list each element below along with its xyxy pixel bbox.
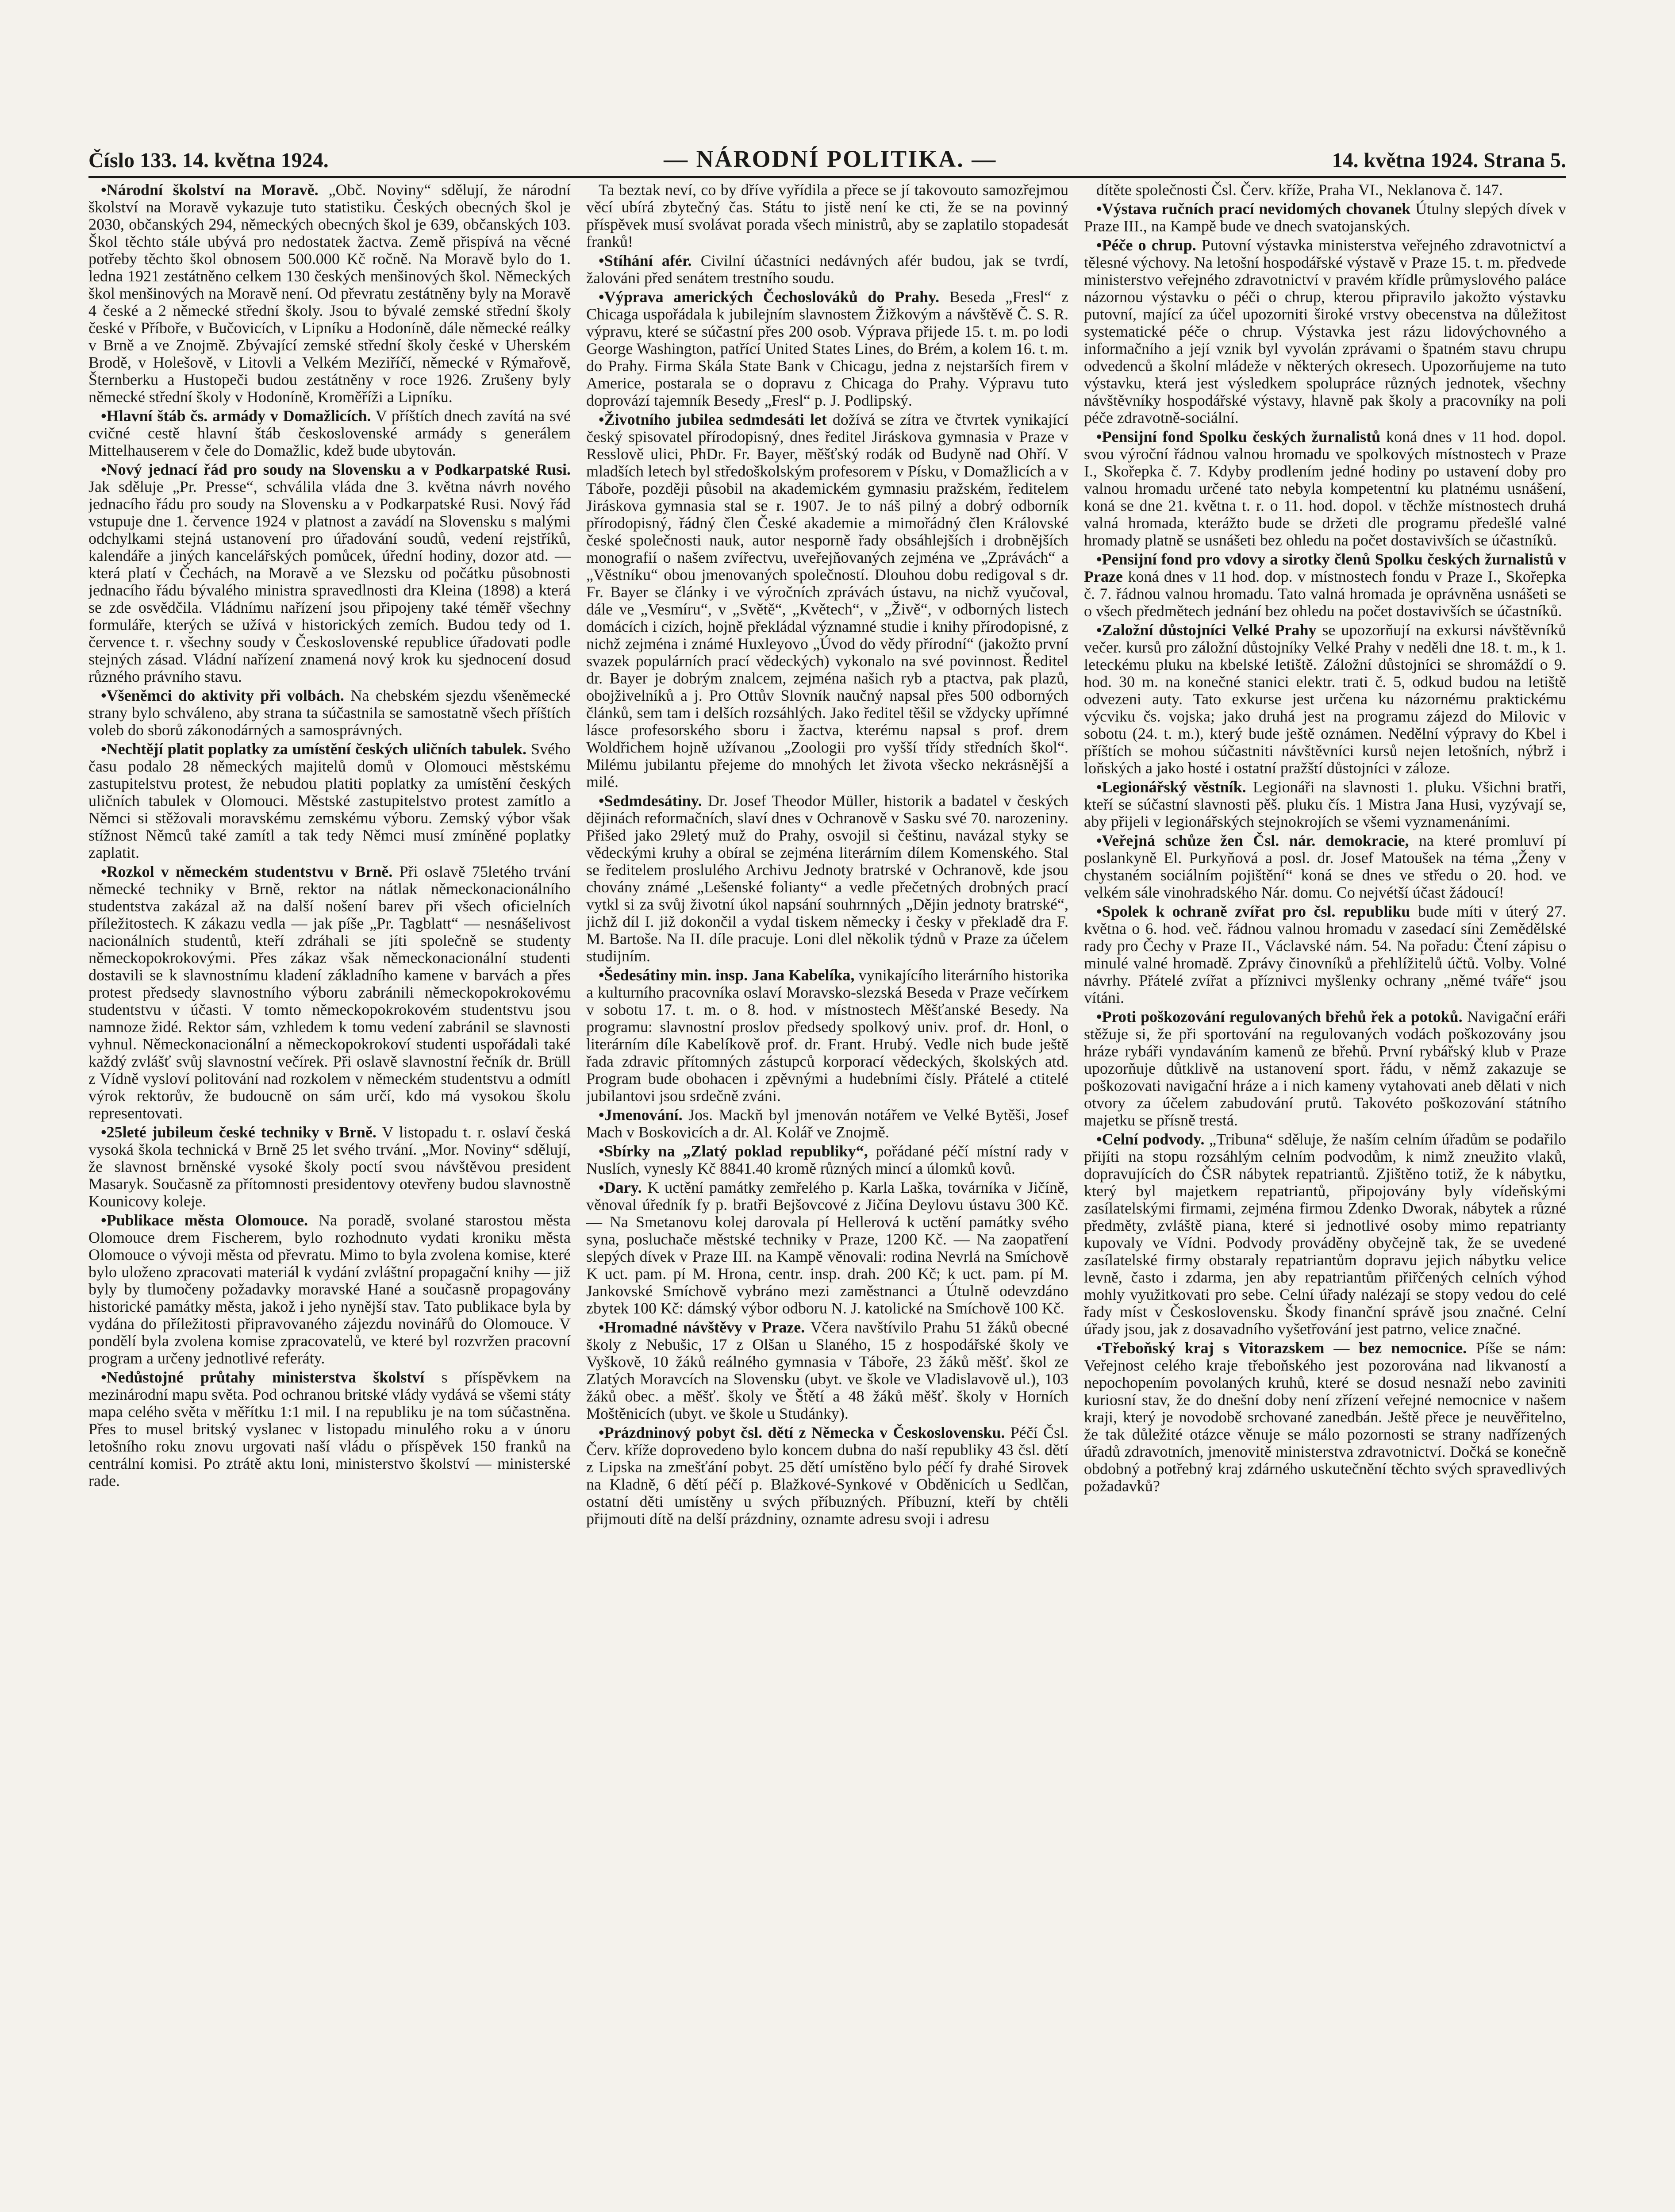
article-body: „Obč. Noviny“ sdělují, že národní školství na Moravě vykazuje tuto statistiku. Českých obecných škol je 2030, občanských 294, německých obecných škol je 639, občanských 103. Škol těchto stále ubývá pro nedostatek žactva. Země přispívá na věcné potřeby těchto škol obnosem 500.000 Kč ročně. Na Moravě bylo do 1. ledna 1921 zestátněno celkem 130 českých menšinových škol. Německých škol menšinových na Moravě není. Od převratu zestátněny byly na Moravě 4 české a 2 německé střední školy. Jsou to bývalé zemské střední školy české v Příboře, v Bučovicích, v Lipníku a Hodoníně, dále německé reálky v Brně a ve Znojmě. Zbývající zemské střední školy české v Uherském Brodě, v Holešově, v Litovli a Velkém Meziříčí, německé v Rýmařově, Šternberku a Hustopeči budou zestátněny v roce 1926. Zrušeny byly německé střední školy v Hodoníně, Kroměříži a Lipníku. — [88, 181, 571, 406]
article-body: Svého času podalo 28 německých majitelů domů v Olomouci městskému zastupitelstvu protest, že nebudou platiti poplatky za umístění českých uličních tabulek v Olomouci. Městské zastupitelstvo protest zamítlo a Němci si stěžovali moravskému zemskému výboru. Zemský výbor však stížnost Němců také zamítl a tak tedy Němci musí zmíněné poplatky zaplatit. — [88, 740, 571, 861]
news-article — [586, 181, 1068, 250]
article-headline: • Pensijní fond pro vdovy a sirotky členů Spolku českých žurnalistů v Praze — [1084, 550, 1566, 585]
article-headline: • Sedmdesátiny. — [599, 792, 702, 810]
article-body: Včera navštívilo Prahu 51 žáků obecné školy z Nebušic, 17 z Olšan u Slaného, 15 z hospodářské školy ve Vyškově, 10 žáků reálného gymnasia v Táboře, 23 žáků měšť. škol ze Zlatých Moravcích na Slovensku (ubyt. ve škole ve Vladislavově ul.), 103 žáků obec. a měšť. školy ve Štětí a 48 žáků měšť. školy v Horních Moštěnicích (ubyt. ve škole u Studánky). — [586, 1318, 1068, 1422]
article-headline: • Všeněmci do aktivity při volbách. — [101, 687, 344, 704]
page-number: 14. května 1924. Strana 5. — [1332, 149, 1566, 172]
article-headline: • Péče o chrup. — [1096, 236, 1196, 254]
news-article — [1084, 551, 1566, 620]
article-body: Dr. Josef Theodor Müller, historik a badatel v českých dějinách reformačních, slaví dnes v Ochranově v Sasku své 70. narozeniny. Přišed jako 29letý muž do Prahy, osvojil si češtinu, navázal styky se vědeckými kruhy a obíral se zejména literárním dílem Komenského. Stal se ředitelem proslulého Archivu Jednoty bratrské v Ochranově, kde jsou chovány známé „Lešenské folianty“ a vedle přečetných drobných prací vytkl si za svůj životní úkol napsání souhrnných „Dějin jednoty bratrské“, jichž díl I. již dokončil a vydal tiskem německy i česky v překladě dra F. M. Bartoše. Na II. díle pracuje. Loni dlel několik týdnů v Praze za účelem studijním. — [586, 792, 1068, 965]
news-article — [88, 407, 571, 459]
news-article — [88, 181, 571, 406]
news-article — [88, 1212, 571, 1367]
article-body: „Tribuna“ sděluje, že naším celním úřadům se podařilo přijíti na stopu rozsáhlým celním podvodům, k nimž zneužito vlaků, dopravujících do ČSR nábytek repatriantů. Zjištěno totiž, že k nábytku, který byl majetkem repatriantů, připojovány byly vídeňskými zasílatelskými firmami, zejména firmou Zdenko Dworak, nábytek a různé předměty, zvláště piana, které si jednotlivé osoby mimo repatrianty kupovaly ve Vídni. Podvody prováděny obyčejně tak, že se uvedené zasílatelské firmy obstaraly repatriantům dopravu jejich nábytku velice levně, často i zdarma, jen aby repatriantům přiřčených celních výhod mohly využitkovati pro sebe. Celní úřady nalézají se stopy vedou do celé řady míst v Československu. Škody finanční správě jsou značné. Celní úřady jsou, jak z dosavadního vyšetřování jest patrno, velice značné. — [1084, 1130, 1566, 1338]
article-body: na které promluví pí poslankyně El. Purkyňová a posl. dr. Josef Matoušek na téma „Ženy v chystaném sociálním pojištění“ koná se dnes ve středu o 20. hod. ve velkém sále vinohradského Nár. domu. Co nejvétší účast žádoucí! — [1084, 832, 1566, 901]
news-article — [88, 1369, 571, 1490]
news-article — [88, 1124, 571, 1210]
news-article — [1084, 1340, 1566, 1495]
column-1 — [88, 181, 571, 2212]
news-article — [586, 1319, 1068, 1422]
news-article — [1084, 1131, 1566, 1338]
news-article — [1084, 903, 1566, 1006]
article-body: vynikajícího literárního historika a kulturního pracovníka oslaví Moravsko-slezská Beseda v Praze večírkem v sobotu 17. t. m. o 8. hod. v místnostech Měšťanské Besedy. Na programu: slavnostní proslov předsedy spolkový univ. prof. dr. Honl, o literárním díle Kabelíkově prof. dr. Frant. Hrubý. Vedle nich bude ještě řada zdravic přítomných zástupců korporací vědeckých, školských atd. Program bude obohacen i zpěvnými a hudebními čísly. Přátelé a ctitelé jubilantovi jsou srdečně zváni. — [586, 966, 1068, 1105]
article-body: koná dnes v 11 hod. dop. v místnostech fondu v Praze I., Skořepka č. 7. řádnou valnou hromadu. Tato valná hromada je oprávněna usnášeti se o všech předmětech jednání bez ohledu na počet dostavivších se účastníků. — [1084, 568, 1566, 620]
column-3 — [1084, 181, 1566, 2212]
article-headline: • Jmenování. — [599, 1106, 683, 1124]
news-article — [586, 1106, 1068, 1141]
article-body: Péčí Čsl. Červ. kříže doprovedeno bylo koncem dubna do naší republiky 43 čsl. dětí z Lipska na zmešťání pobyt. 25 dětí umístěno bylo péčí fy drahé Sirovek na Kladně, 6 dětí péčí p. Blažkové-Synkové v Obděnicích u Sedlčan, ostatní děti umístěny u svých příbuzných. Příbuzní, kteří by chtěli přijmouti dítě na delší prázdniny, oznamte adresu svoji i adresu — [586, 1424, 1068, 1528]
news-article — [1084, 181, 1566, 199]
article-headline: • Hromadné návštěvy v Praze. — [599, 1318, 805, 1336]
article-body: s příspěvkem na mezinárodní mapu světa. Pod ochranou britské vlády vydává se všemi státy mapa celého světa v měřítku 1:1 mil. I na republiku je na tom súčastněna. Přes to musel britský vyslanec v listopadu minulého roku a v únoru letošního roku znovu urgovati naší vládu o příspěvek 150 franků na centrální komisi. Po ztrátě aktu loni, ministerstvo školství — ministerské rade. — [88, 1368, 571, 1490]
news-article — [586, 967, 1068, 1105]
news-article — [586, 1424, 1068, 1528]
article-body: Píše se nám: Veřejnost celého kraje třeboňského jest pozorována nad likvaností a nepochopením povolaných kruhů, které se dosud nesnaží nebo zaviniti kuriosní stav, že do dnešní doby není zřízení veřejné nemocnice v našem kraji, který je novodobě srchované zanedbán. Ještě přece je neuvěřitelno, že tak důležité otázce věnuje se málo pozornosti se strany nadřízených úřadů zdravotních, jmenovitě ministerstva zdravotnictví. Dočká se konečně obdobný a potřebný kraj zdárného uskutečnění těchto svých spravedlivých požadavků? — [1084, 1339, 1566, 1495]
news-article — [586, 1179, 1068, 1317]
article-body: Legionáři na slavnosti 1. pluku. Všichni bratři, kteří se súčastní slavnosti pěš. pluku čís. 1 Mistra Jana Husi, vyzývají se, aby přijeli v legionářských stejnokrojích se všemi vyznamenáními. — [1084, 778, 1566, 830]
article-headline: • Nový jednací řád pro soudy na Slovensku a v Podkarpatské Rusi. — [101, 461, 571, 478]
article-body: V příštích dnech zavítá na své cvičné cestě hlavní štáb československé armády s generálem Mittelhauserem v čele do Domažlic, kdež bude ubytován. — [88, 407, 571, 459]
news-article — [586, 1143, 1068, 1177]
article-body: dítěte společnosti Čsl. Červ. kříže, Praha VI., Neklanova č. 147. — [1096, 181, 1503, 199]
article-body: bude míti v úterý 27. května o 6. hod. več. řádnou valnou hromadu v zasedací síni Zemědělské rady pro Čechy v Praze II., Václavské nám. 54. Na pořadu: Čtení zápisu o minulé valné hromadě. Zprávy činovníků a přehlížitelů účtů. Volby. Volné návrhy. Přátelé zvířat a příznivci myšlenky ochrany „němé tváře“ jsou vítáni. — [1084, 902, 1566, 1006]
article-headline: • Legionářský věstník. — [1096, 778, 1246, 796]
article-headline: • Celní podvody. — [1096, 1130, 1204, 1148]
article-headline: • Stíhání afér. — [599, 252, 692, 269]
article-body: se upozorňují na exkursi návštěvníků večer. kursů pro záložní důstojníky Velké Prahy v neděli dne 18. t. m., k 1. leteckému pluku na kbelské letiště. Záložní důstojníci se shromáždí o 9. hod. 30 m. na konečné stanici elektr. trati č. 5, odkud budou na letiště odvezeni auty. Tato exkurse jest určena ku názornému praktickému výcviku čs. vojska; jako druhá jest na programu zájezd do Milovic v sobotu (24. t. m.), který bude ještě oznámen. Nedělní výpravy do Kbel i příštích se mohou súčastniti návštěvníci kursů nejen letošních, nýbrž i loňských a jako hosté i ostatní pražští důstojníci v záloze. — [1084, 621, 1566, 777]
news-article — [586, 792, 1068, 965]
news-article — [586, 411, 1068, 791]
news-article — [1084, 832, 1566, 901]
article-headline: • 25leté jubileum české techniky v Brně. — [101, 1123, 376, 1141]
article-headline: • Prázdninový pobyt čsl. dětí z Německa v Československu. — [599, 1424, 1005, 1441]
article-body: Útulny slepých dívek v Praze III., na Kampě bude ve dnech svatojanských. — [1084, 200, 1566, 235]
article-headline: • Pensijní fond Spolku českých žurnalistů — [1096, 428, 1380, 445]
text-columns — [88, 181, 1566, 2212]
article-headline: • Hlavní štáb čs. armády v Domažlicích. — [101, 407, 371, 425]
article-headline: • Spolek k ochraně zvířat pro čsl. republiku — [1096, 902, 1410, 920]
article-headline: • Šedesátiny min. insp. Jana Kabelíka, — [599, 966, 855, 984]
news-article — [88, 741, 571, 861]
article-headline: • Nedůstojné průtahy ministerstva školství — [101, 1368, 424, 1386]
article-body: Na poradě, svolané starostou města Olomouce drem Fischerem, bylo rozhodnuto vydati kroniku města Olomouce o vývoji města od převratu. Mimo to byla zvolena komise, které bylo uloženo zpracovati materiál k vydání zvláštní propagační knihy — již byly by tlumočeny požadavky moravské Hané a současně propagovány historické památky města, jakož i jeho nynější stav. Tato publikace byla by vydána do příležitosti připravovaného zájezdu novinářů do Olomouce. V pondělí byla zvolena komise zpracovatelů, ve které byl rozvržen pracovní program a určeny jednotlivé referáty. — [88, 1211, 571, 1367]
news-article — [88, 863, 571, 1122]
article-headline: • Rozkol v německém studentstvu v Brně. — [101, 863, 392, 880]
article-headline: • Založní důstojníci Velké Prahy — [1096, 621, 1316, 639]
article-headline: • Výprava amerických Čechoslováků do Prahy. — [599, 288, 939, 306]
article-headline: • Nechtějí platit poplatky za umístění českých uličních tabulek. — [101, 740, 526, 758]
article-body: koná dnes v 11 hod. dopol. svou výroční řádnou valnou hromadu ve spolkových místnostech v Praze I., Skořepka č. 7. Kdyby prodlením jedné hodiny po ustavení doby pro valnou hromadu určené tato nebyla kompetentní ku platnému usnášení, koná se dne 21. května t. r. o 11. hod. dopol. v těchže místnostech druhá valná hromada, kterážto bude se držeti dle programu předešlé valné hromady platně se usnášeti bez ohledu na počet dostavivších se účastníků. — [1084, 428, 1566, 549]
article-body: Při oslavě 75letého trvání německé techniky v Brně, rektor na nátlak německonacionálního studentstva zakázal až na další nošení barev při všech oficielních příležitostech. K zákazu vedla — jak píše „Pr. Tagblatt“ — nesnášelivost nacionálních studentů, kteří zdráhali se jíti společně se studenty německopokrokovými. Přes zákaz však německonacionální studenti dostavili se k slavnostnímu kladení základního kamene v barvách a přes protest předsedy slavnostního výboru zabránili německopokrokovému studentstvu v účasti. V tomto německopokrokovém studentstvu jsou namnoze židé. Rektor sám, vzhledem k tomu vedení zabránil se slavnosti vyhnul. Německonacionální a německopokrokoví studenti uspořádali také každý zvlášť svůj slavnostní večírek. Při oslavě slavnostní řečník dr. Brüll z Vídně vysloví politování nad rozkolem v německém studentstvu a odmítl výrok rektorův, že budoucně on sám určí, kdo má vysokou školu representovati. — [88, 863, 571, 1122]
article-body: Jos. Mackň byl jmenován notářem ve Velké Bytěši, Josef Mach v Boskovicích a dr. Al. Kolář ve Znojmě. — [586, 1106, 1068, 1141]
article-headline: • Sbírky na „Zlatý poklad republiky“, — [599, 1142, 868, 1160]
article-headline: • Třeboňský kraj s Vitorazskem — bez nemocnice. — [1096, 1339, 1467, 1357]
article-body: V listopadu t. r. oslaví česká vysoká škola technická v Brně 25 let svého trvání. „Mor. Noviny“ sdělují, že slavnost brněnské vysoké školy poctí svou návštěvou president Masaryk. Současně za přítomnosti presidentovy otevřeny budou slavnostně Kounicovy koleje. — [88, 1123, 571, 1210]
article-body: pořádané péčí místní rady v Nuslích, vynesly Kč 8841.40 kromě různých mincí a úlomků kovů. — [586, 1142, 1068, 1177]
article-headline: • Publikace města Olomouce. — [101, 1211, 308, 1229]
news-article — [1084, 779, 1566, 830]
article-body: Civilní účastníci nedávných afér budou, jak se tvrdí, žalováni před senátem trestního soudu. — [586, 252, 1068, 287]
article-headline: • Dary. — [599, 1179, 642, 1196]
masthead-title: — NÁRODNÍ POLITIKA. — — [664, 146, 997, 172]
article-headline: • Veřejná schůze žen Čsl. nár. demokracie, — [1096, 832, 1409, 849]
news-article — [1084, 200, 1566, 235]
article-body: Jak sděluje „Pr. Presse“, schválila vláda dne 3. května návrh nového jednacího řádu pro soudy na Slovensku a v Podkarpatské Rusi. Nový řád vstupuje dne 1. července 1924 v platnost a zavádí na Slovensku s malými odchylkami stejná ustanovení pro úřadování soudů, vedení rejstříků, kalendáře a jiných kancelářských pomůcek, úřední hodiny, dozor atd. — která platí v Čechách, na Moravě a ve Slezsku od počátku působnosti jednacího řádu bývalého ministra spravedlnosti dra Kleina (1898) a která se zde osvědčila. Vládnímu nařízení jsou připojeny také téměř všechny formuláře, kterých se užívá v historických zemích. Budou tedy od 1. července t. r. všechny soudy v Československé republice úřadovati podle stejných zásad. Vládní nařízení znamená nový krok ku sjednocení dosud různého právního stavu. — [88, 478, 571, 685]
article-body: dožívá se zítra ve čtvrtek vynikající český spisovatel přírodopisný, dnes ředitel Jiráskova gymnasia v Praze v Resslově ulici, PhDr. Fr. Bayer, měšťský rodák od Budyně nad Ohří. V mladších letech byl středoškolským profesorem v Písku, v Domažlicích a v Táboře, později působil na akademickém gymnasiu pražském, ředitelem Jiráskova gymnasia stal se r. 1907. Je to náš pilný a dobrý odborník přírodopisný, řádný člen České akademie a mimořádný člen Královské české společnosti nauk, autor nesporně řady obsáhlejších i drobnějších monografií o našem zvířectvu, uveřejňovaných zejména ve „Zprávách“ a „Věstníku“ obou jmenovaných společností. Dlouhou dobu redigoval s dr. Fr. Bayer se články i ve výročních zprávách ústavu, na nichž vyučoval, dále ve „Vesmíru“, v „Světě“, „Květech“, v „Živě“, v odborných listech domácích i cizích, hojně překládal významné studie i knihy přírodopisné, z nichž zejména i známé Huxleyovo „Úvod do vědy přírodní“ (jakožto první svazek populárních prací vědeckých) vykonalo na své povinnost. Ředitel dr. Bayer je dobrým znalcem, zejména našich ryb a ptactva, pak plazů, obojživelníků a j. Pro Ottův Slovník naučný napsal přes 500 odborných článků, sem tam i delších rozsáhlých. Jako ředitel těšil se vždycky upřímné lásce profesorského sboru i žactva, kterému napsal s prof. drem Woldřichem hojně užívanou „Zoologii pro vyšší třídy středních škol“. Milému jubilantu přejeme do mnohých let života všecko nekrásnější a milé. — [586, 411, 1068, 791]
issue-date: Číslo 133. 14. května 1924. — [88, 149, 329, 172]
news-article — [1084, 237, 1566, 426]
news-article — [586, 288, 1068, 409]
article-headline: • Proti poškozování regulovaných břehů řek a potoků. — [1096, 1008, 1463, 1025]
page-header — [88, 141, 1566, 178]
article-headline: • Životního jubilea sedmdesáti let — [599, 411, 827, 428]
article-body: Na chebském sjezdu všeněmecké strany bylo schváleno, aby strana ta súčastnila se samostatně všech příštích voleb do sborů zákonodárných a samosprávných. — [88, 687, 571, 739]
article-body: Putovní výstavka ministerstva veřejného zdravotnictví a tělesné výchovy. Na letošní hospodářské výstavě v Praze 15. t. m. předvede ministerstvo veřejného zdravotnictví v pravém křídle průmyslového paláce názornou výstavku o péči o chrup, kterou připravilo jakožto výstavku putovní, mající za účel upozorniti široké vrstvy obecenstva na důležitost systematické péče o chrup. Výstavka jest rázu lidovýchovného a informačního a její vznik byl vyvolán zprávami o špatném stavu chrupu odvedenců a školní mládeže v některých okresech. Upozorňujeme na tuto výstavku, která jest výsledkem spolupráce různých jednotek, všechny návštěvníky hospodářské výstavy, hlavně pak školy a pracovníky na poli péče zdravotně-sociální. — [1084, 236, 1566, 426]
news-article — [88, 687, 571, 739]
article-body: Beseda „Fresl“ z Chicaga uspořádala k jubilejním slavnostem Žižkovým a návštěvě Č. S. R. výpravu, které se súčastní přes 200 osob. Výprava přijede 15. t. m. po lodi George Washington, patřící United States Lines, do Brém, a kolem 16. t. m. do Prahy. Firma Skála State Bank v Chicagu, jedna z nejstarších firem v Americe, postarala se o dopravu z Chicaga do Prahy. Výpravu tuto doprovází tajemník Besedy „Fresl“ p. J. Podlipský. — [586, 288, 1068, 409]
article-body: K uctění památky zemřelého p. Karla Laška, továrníka v Jičíně, věnoval úředník fy p. bratři Bejšovcové z Jičína Deylovu ústavu 300 Kč. — Na Smetanovu kolej darovala pí Hellerová k uctění památky svého syna, posluchače městské techniky v Praze, 1200 Kč. — Na zaopatření slepých dívek v Praze III. na Kampě věnovali: rodina Nevrlá na Smíchově K uct. pam. pí M. Hrona, centr. insp. drah. 200 Kč; k uct. pam. pí M. Jankovské Smíchově vybráno mezi zaměstnanci a Útulně odevzdáno zbytek 100 Kč: dámský výbor odboru N. J. katolické na Smíchově 100 Kč. — [586, 1179, 1068, 1317]
article-body: Ta beztak neví, co by dříve vyřídila a přece se jí takovouto samozřejmou věcí ubírá zbytečný čas. Státu to jistě není ke cti, že se na povinný příspěvek musí svolávat porada všech ministrů, aby se zaplatilo stopadesát franků! — [586, 181, 1068, 250]
article-body: Navigační eráři stěžuje si, že při sportování na regulovaných vodách poškozovány jsou hráze rybáři vyndaváním kamenů ze břehů. První rybářský klub v Praze upozorňuje důtklivě na ustanovení sport. řádu, v němž zakazuje se poškozovati navigační hráze a i nich kameny vytahovati aneb dělati v nich otvory za účelem zabudování prutů. Takovéto poškozování státního majetku se přísně trestá. — [1084, 1008, 1566, 1129]
news-article — [88, 461, 571, 685]
news-article — [1084, 1008, 1566, 1129]
article-headline: • Národní školství na Moravě. — [101, 181, 319, 199]
news-article — [586, 252, 1068, 287]
column-2 — [586, 181, 1068, 2212]
news-article — [1084, 622, 1566, 777]
article-headline: • Výstava ručních prací nevidomých chovanek — [1096, 200, 1410, 218]
news-article — [1084, 428, 1566, 549]
